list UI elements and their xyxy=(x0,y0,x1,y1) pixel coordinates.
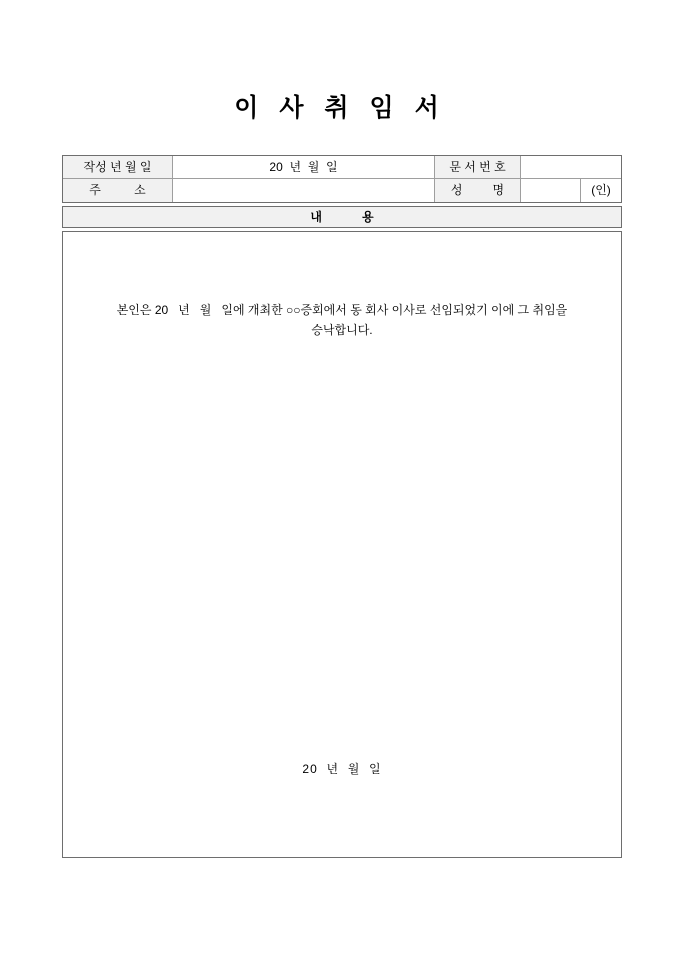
label-address: 주 소 xyxy=(63,179,173,202)
content-header: 내 용 xyxy=(62,206,622,228)
label-written-date: 작성 년 월 일 xyxy=(63,156,173,178)
table-row-address-name xyxy=(63,179,621,202)
form-area xyxy=(62,155,622,858)
field-address[interactable] xyxy=(173,179,435,202)
label-name: 성 명 xyxy=(435,179,521,202)
info-table xyxy=(62,155,622,203)
body-line-1: 본인은 20 년 월 일에 개최한 ○○증회에서 동 회사 이사로 선임되었기 이에 그 취임을 xyxy=(116,303,568,317)
seal-cell: (인) xyxy=(581,179,621,202)
label-document-number: 문 서 번 호 xyxy=(435,156,521,178)
table-row-date xyxy=(63,156,621,179)
body-text xyxy=(73,300,611,340)
date-line: 20 년 월 일 xyxy=(302,762,382,776)
field-name[interactable] xyxy=(521,179,581,202)
body-line-2: 승낙합니다. xyxy=(311,323,373,337)
document-title: 이 사 취 임 서 xyxy=(234,94,446,122)
field-written-date[interactable]: 20 년 월 일 xyxy=(173,156,435,178)
content-box[interactable] xyxy=(62,231,622,858)
field-document-number[interactable] xyxy=(521,156,621,178)
